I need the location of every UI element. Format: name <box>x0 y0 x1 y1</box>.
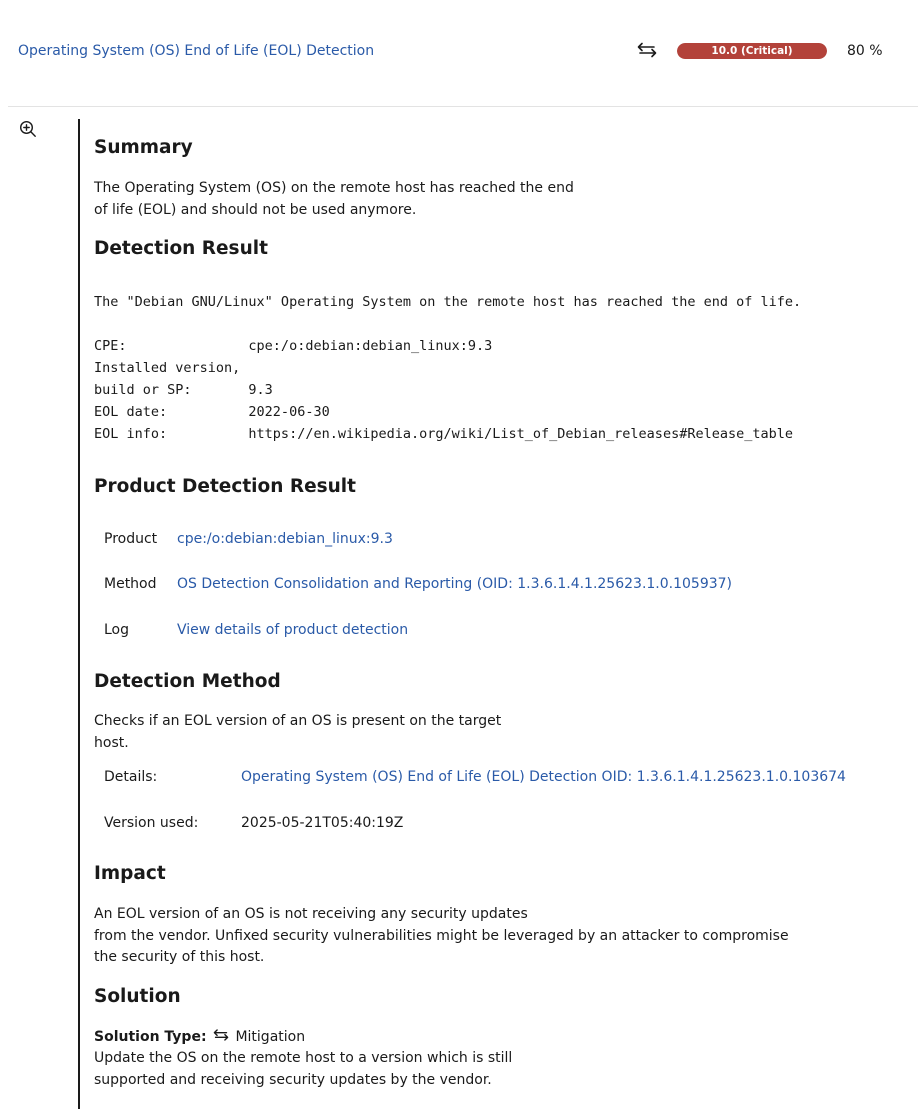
result-details <box>78 119 918 1109</box>
solution-type-value: Mitigation <box>235 1029 306 1045</box>
details-label: Details: <box>104 769 158 785</box>
impact-line-1: An EOL version of an OS is not receiving any security updates <box>94 906 528 922</box>
detection-result-heading: Detection Result <box>94 238 268 259</box>
product-label: Product <box>104 531 158 547</box>
version-value: 2025-05-21T05:40:19Z <box>241 815 404 831</box>
solution-heading: Solution <box>94 986 181 1007</box>
mitigation-icon <box>211 1028 231 1042</box>
version-label: Version used: <box>104 815 199 831</box>
summary-line-2: of life (EOL) and should not be used anymore. <box>94 202 417 218</box>
detection-method-heading: Detection Method <box>94 671 281 692</box>
summary-heading: Summary <box>94 137 193 158</box>
solution-type-label: Solution Type: <box>94 1029 207 1045</box>
result-row <box>0 0 918 106</box>
impact-heading: Impact <box>94 863 166 884</box>
result-name-link[interactable]: Operating System (OS) End of Life (EOL) Detection <box>18 43 375 59</box>
solution-type <box>94 1026 305 1048</box>
impact-line-2: from the vendor. Unfixed security vulnerabilities might be leveraged by an attacker to compromise <box>94 928 789 944</box>
mitigation-icon <box>636 41 658 59</box>
impact-line-3: the security of this host. <box>94 949 265 965</box>
qod-value: 80 % <box>847 43 883 59</box>
solution-line-1: Update the OS on the remote host to a version which is still <box>94 1050 513 1066</box>
row-divider <box>8 106 918 107</box>
summary-line-1: The Operating System (OS) on the remote host has reached the end <box>94 180 574 196</box>
log-label: Log <box>104 622 130 638</box>
detection-result-text: The "Debian GNU/Linux" Operating System on the remote host has reached the end of life. CPE: cpe:/o:debian:debian_linux:9.3 Installed version, build or SP: 9.3 EOL date: 2022-06-30 EOL info: https://en.wikipedia.org/wiki/List_of_Debian_releases#Release_table <box>94 294 802 442</box>
method-oid-link[interactable]: OS Detection Consolidation and Reporting (OID: 1.3.6.1.4.1.25623.1.0.105937) <box>177 576 733 592</box>
method-label: Method <box>104 576 157 592</box>
solution-line-2: supported and receiving security updates by the vendor. <box>94 1072 492 1088</box>
product-detection-heading: Product Detection Result <box>94 476 356 497</box>
detection-method-line-2: host. <box>94 735 129 751</box>
zoom-in-icon[interactable] <box>19 120 37 138</box>
detection-method-line-1: Checks if an EOL version of an OS is present on the target <box>94 713 502 729</box>
detection-nvt-link[interactable]: Operating System (OS) End of Life (EOL) Detection OID: 1.3.6.1.4.1.25623.1.0.103674 <box>241 769 846 785</box>
severity-bar <box>677 43 827 59</box>
view-product-detection-link[interactable]: View details of product detection <box>177 622 409 638</box>
severity-label: 10.0 (Critical) <box>711 45 793 57</box>
product-cpe-link[interactable]: cpe:/o:debian:debian_linux:9.3 <box>177 531 393 547</box>
